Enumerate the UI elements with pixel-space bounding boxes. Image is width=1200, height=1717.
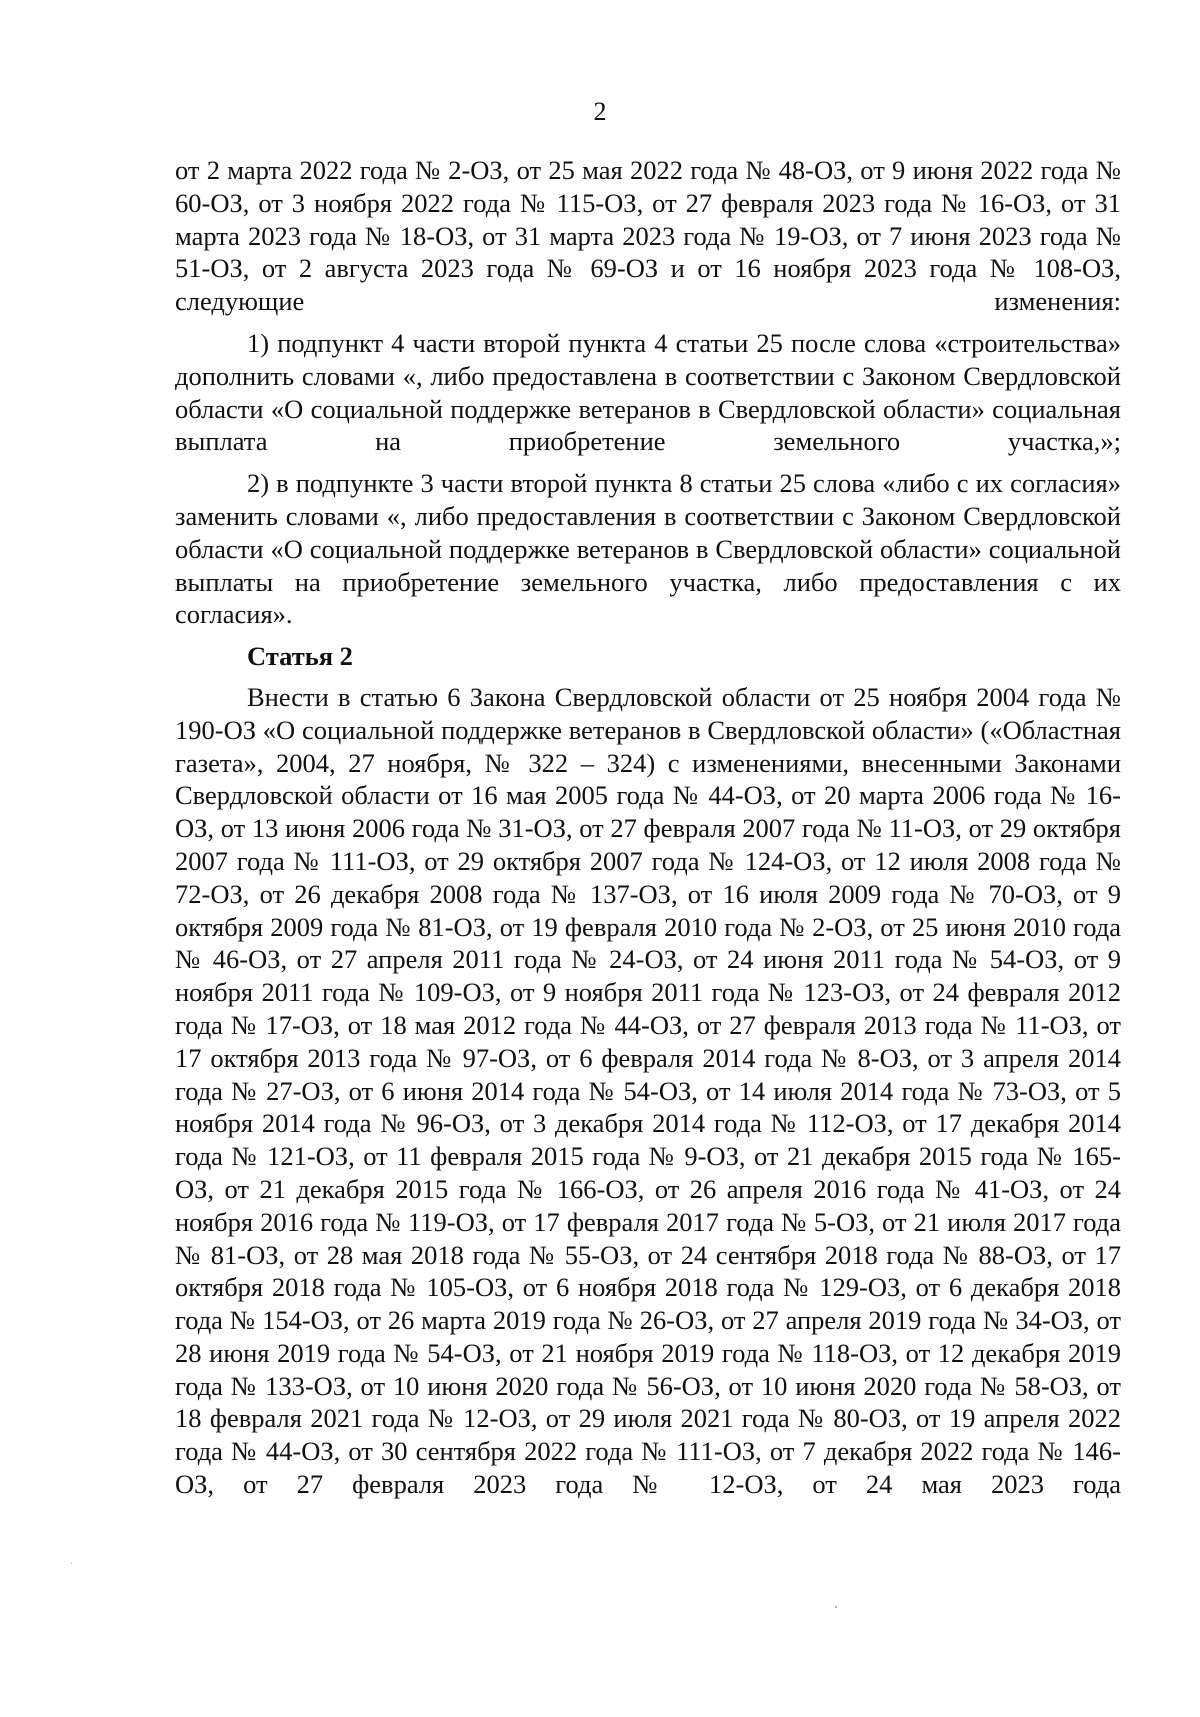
paragraph-item-1: 1) подпункт 4 части второй пункта 4 статьи 25 после слова «строительства» дополнить словами «, либо предоставлена в соответствии с Законом Свердловской области «О социальной поддержке ветеранов в Свердловской области» социальная выплата на приобретение земельного участка,»; [175,327,1121,457]
page-number: 2 [593,97,607,126]
paragraph-amendments-list: от 2 марта 2022 года № 2-ОЗ, от 25 мая 2022 года № 48-ОЗ, от 9 июня 2022 года № 60-ОЗ, от 3 ноября 2022 года № 115-ОЗ, от 27 февраля 2023 года № 16-ОЗ, от 31 марта 2023 года № 18-ОЗ, от 31 марта 2023 года № 19-ОЗ, от 7 июня 2023 года № 51-ОЗ, от 2 августа 2023 года № 69-ОЗ и от 16 ноября 2023 года № 108-ОЗ, следующие изменения: [175,155,1121,317]
scan-speck [71,1563,72,1564]
paragraph-article-2-text: Внести в статью 6 Закона Свердловской области от 25 ноября 2004 года № 190-ОЗ «О социальной поддержке ветеранов в Свердловской области» («Областная газета», 2004, 27 ноября, № 322 – 324) с изменениями, внесенными Законами Свердловской области от 16 мая 2005 года № 44-ОЗ, от 20 марта 2006 года № 16-ОЗ, от 13 июня 2006 года № 31-ОЗ, от 27 февраля 2007 года № 11-ОЗ, от 29 октября 2007 года № 111-ОЗ, от 29 октября 2007 года № 124-ОЗ, от 12 июля 2008 года № 72-ОЗ, от 26 декабря 2008 года № 137-ОЗ, от 16 июля 2009 года № 70-ОЗ, от 9 октября 2009 года № 81-ОЗ, от 19 февраля 2010 года № 2-ОЗ, от 25 июня 2010 года № 46-ОЗ, от 27 апреля 2011 года № 24-ОЗ, от 24 июня 2011 года № 54-ОЗ, от 9 ноября 2011 года № 109-ОЗ, от 9 ноября 2011 года № 123-ОЗ, от 24 февраля 2012 года № 17-ОЗ, от 18 мая 2012 года № 44-ОЗ, от 27 февраля 2013 года № 11-ОЗ, от 17 октября 2013 года № 97-ОЗ, от 6 февраля 2014 года № 8-ОЗ, от 3 апреля 2014 года № 27-ОЗ, от 6 июня 2014 года № 54-ОЗ, от 14 июля 2014 года № 73-ОЗ, от 5 ноября 2014 года № 96-ОЗ, от 3 декабря 2014 года № 112-ОЗ, от 17 декабря 2014 года № 121-ОЗ, от 11 февраля 2015 года № 9-ОЗ, от 21 декабря 2015 года № 165-ОЗ, от 21 декабря 2015 года № 166-ОЗ, от 26 апреля 2016 года № 41-ОЗ, от 24 ноября 2016 года № 119-ОЗ, от 17 февраля 2017 года № 5-ОЗ, от 21 июля 2017 года № 81-ОЗ, от 28 мая 2018 года № 55-ОЗ, от 24 сентября 2018 года № 88-ОЗ, от 17 октября 2018 года № 105-ОЗ, от 6 ноября 2018 года № 129-ОЗ, от 6 декабря 2018 года № 154-ОЗ, от 26 марта 2019 года № 26-ОЗ, от 27 апреля 2019 года № 34-ОЗ, от 28 июня 2019 года № 54-ОЗ, от 21 ноября 2019 года № 118-ОЗ, от 12 декабря 2019 года № 133-ОЗ, от 10 июня 2020 года № 56-ОЗ, от 10 июня 2020 года № 58-ОЗ, от 18 февраля 2021 года № 12-ОЗ, от 29 июля 2021 года № 80-ОЗ, от 19 апреля 2022 года № 44-ОЗ, от 30 сентября 2022 года № 111-ОЗ, от 7 декабря 2022 года № 146-ОЗ, от 27 февраля 2023 года № 12-ОЗ, от 24 мая 2023 года [175,681,1121,1500]
document-body [175,154,1121,1510]
article-2-heading: Статья 2 [247,641,353,672]
paragraph-item-2: 2) в подпункте 3 части второй пункта 8 статьи 25 слова «либо с их согласия» заменить словами «, либо предоставления в соответствии с Законом Свердловской области «О социальной поддержке ветеранов в Свердловской области» социальной выплаты на приобретение земельного участка, либо предоставления с их согласия». [175,468,1121,630]
scan-speck [835,1606,837,1608]
